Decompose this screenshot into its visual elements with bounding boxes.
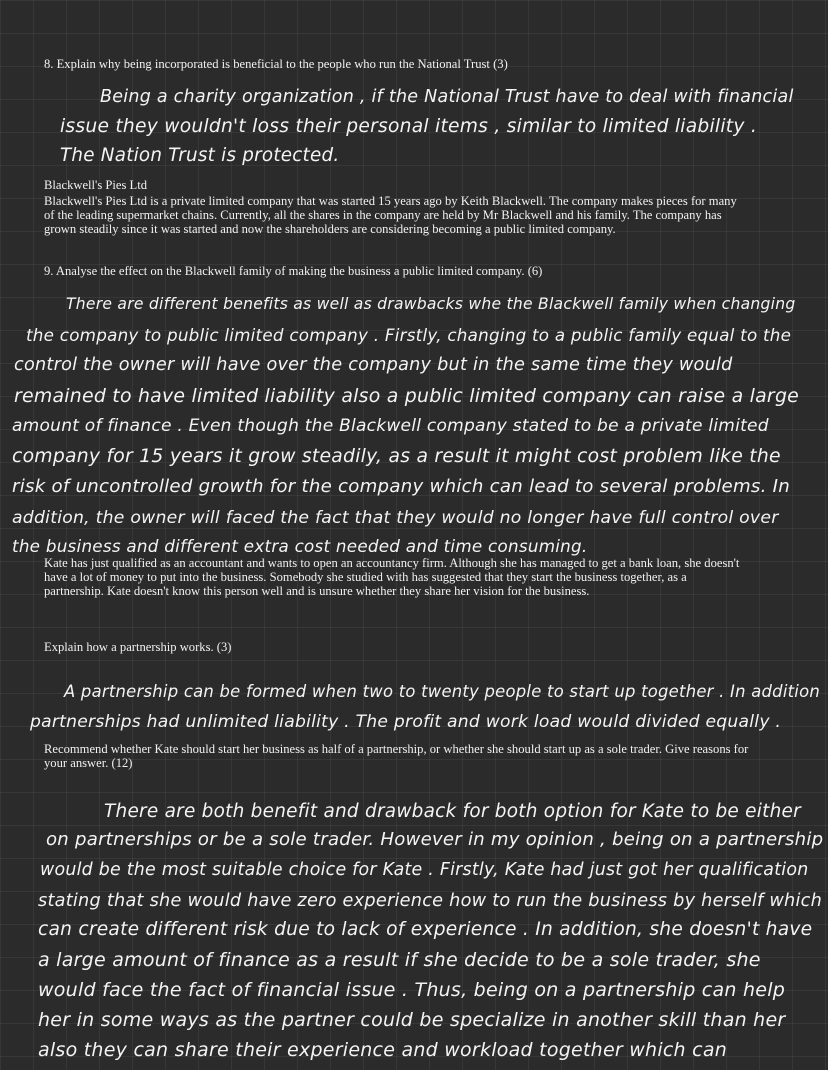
question-10: Explain how a partnership works. (3) [44, 640, 232, 654]
answer-8-line-2: issue they wouldn't loss their personal items , similar to limited liability . [60, 116, 758, 137]
answer-9-line-7: risk of uncontrolled growth for the company which can lead to several problems. In [12, 476, 791, 497]
question-11: Recommend whether Kate should start her business as half of a partnership, or whether she should start up as a sole trader. Give reasons for your answer. (12) [44, 742, 749, 770]
answer-9-line-9: the business and different extra cost needed and time consuming. [12, 536, 588, 556]
answer-11-line-8: her in some ways as the partner could be specialize in another skill than her [38, 1009, 786, 1031]
case-text: Blackwell's Pies Ltd is a private limited company that was started 15 years ago by Keith Blackwell. The company makes pieces for many of the leading supermarket chains. Currently, all the shares in the company are held by Mr Blackwell and his family. The company has grown steadily since it was started and now the shareholders are considering becoming a public limited company. [44, 194, 737, 236]
answer-9-line-5: amount of finance . Even though the Blackwell company stated to be a private limited [12, 416, 769, 436]
answer-11-line-3: would be the most suitable choice for Kate . Firstly, Kate had just got her qualification [40, 860, 809, 880]
answer-9-line-6: company for 15 years it grow steadily, as a result it might cost problem like the [12, 446, 781, 467]
answer-11-line-7: would face the fact of financial issue . Thus, being on a partnership can help [38, 979, 786, 1001]
answer-10-line-1: A partnership can be formed when two to twenty people to start up together . In addition [64, 682, 821, 701]
question-9: 9. Analyse the effect on the Blackwell family of making the business a public limited company. (6) [44, 264, 543, 278]
answer-11-line-9: also they can share their experience and workload together which can [38, 1039, 728, 1061]
answer-11-line-5: can create different risk due to lack of experience . In addition, she doesn't have [38, 919, 813, 940]
kate-case-text: Kate has just qualified as an accountant and wants to open an accountancy firm. Although she has managed to get a bank loan, she doesn't have a lot of money to put into the business. Somebody she studied with has suggested that they start the business together, as a partnership. Kate doesn't know this person well and is unsure whether they share her vision for the business. [44, 556, 740, 598]
answer-9-line-4: remained to have limited liability also a public limited company can raise a large [14, 385, 800, 407]
answer-9-line-2: the company to public limited company . Firstly, changing to a public family equal to the [26, 325, 792, 345]
answer-11-line-4: stating that she would have zero experience how to run the business by herself which [38, 891, 823, 911]
answer-11-line-6: a large amount of finance as a result if she decide to be a sole trader, she [38, 949, 761, 971]
answer-11-line-2: on partnerships or be a sole trader. However in my opinion , being on a partnership [46, 829, 824, 850]
question-8: 8. Explain why being incorporated is beneficial to the people who run the National Trust (3) [44, 57, 508, 71]
answer-10-line-2: partnerships had unlimited liability . The profit and work load would divided equally . [30, 712, 782, 732]
answer-9-line-3: control the owner will have over the company but in the same time they would [14, 355, 733, 375]
answer-11-line-1: There are both benefit and drawback for both option for Kate to be either [104, 801, 801, 822]
answer-8-line-3: The Nation Trust is protected. [60, 145, 340, 166]
case-title: Blackwell's Pies Ltd [44, 178, 148, 192]
answer-9-line-8: addition, the owner will faced the fact that they would no longer have full control over [12, 508, 779, 528]
answer-9-line-1: There are different benefits as well as drawbacks whe the Blackwell family when changing [66, 295, 796, 313]
answer-8-line-1: Being a charity organization , if the National Trust have to deal with financial [100, 87, 794, 107]
